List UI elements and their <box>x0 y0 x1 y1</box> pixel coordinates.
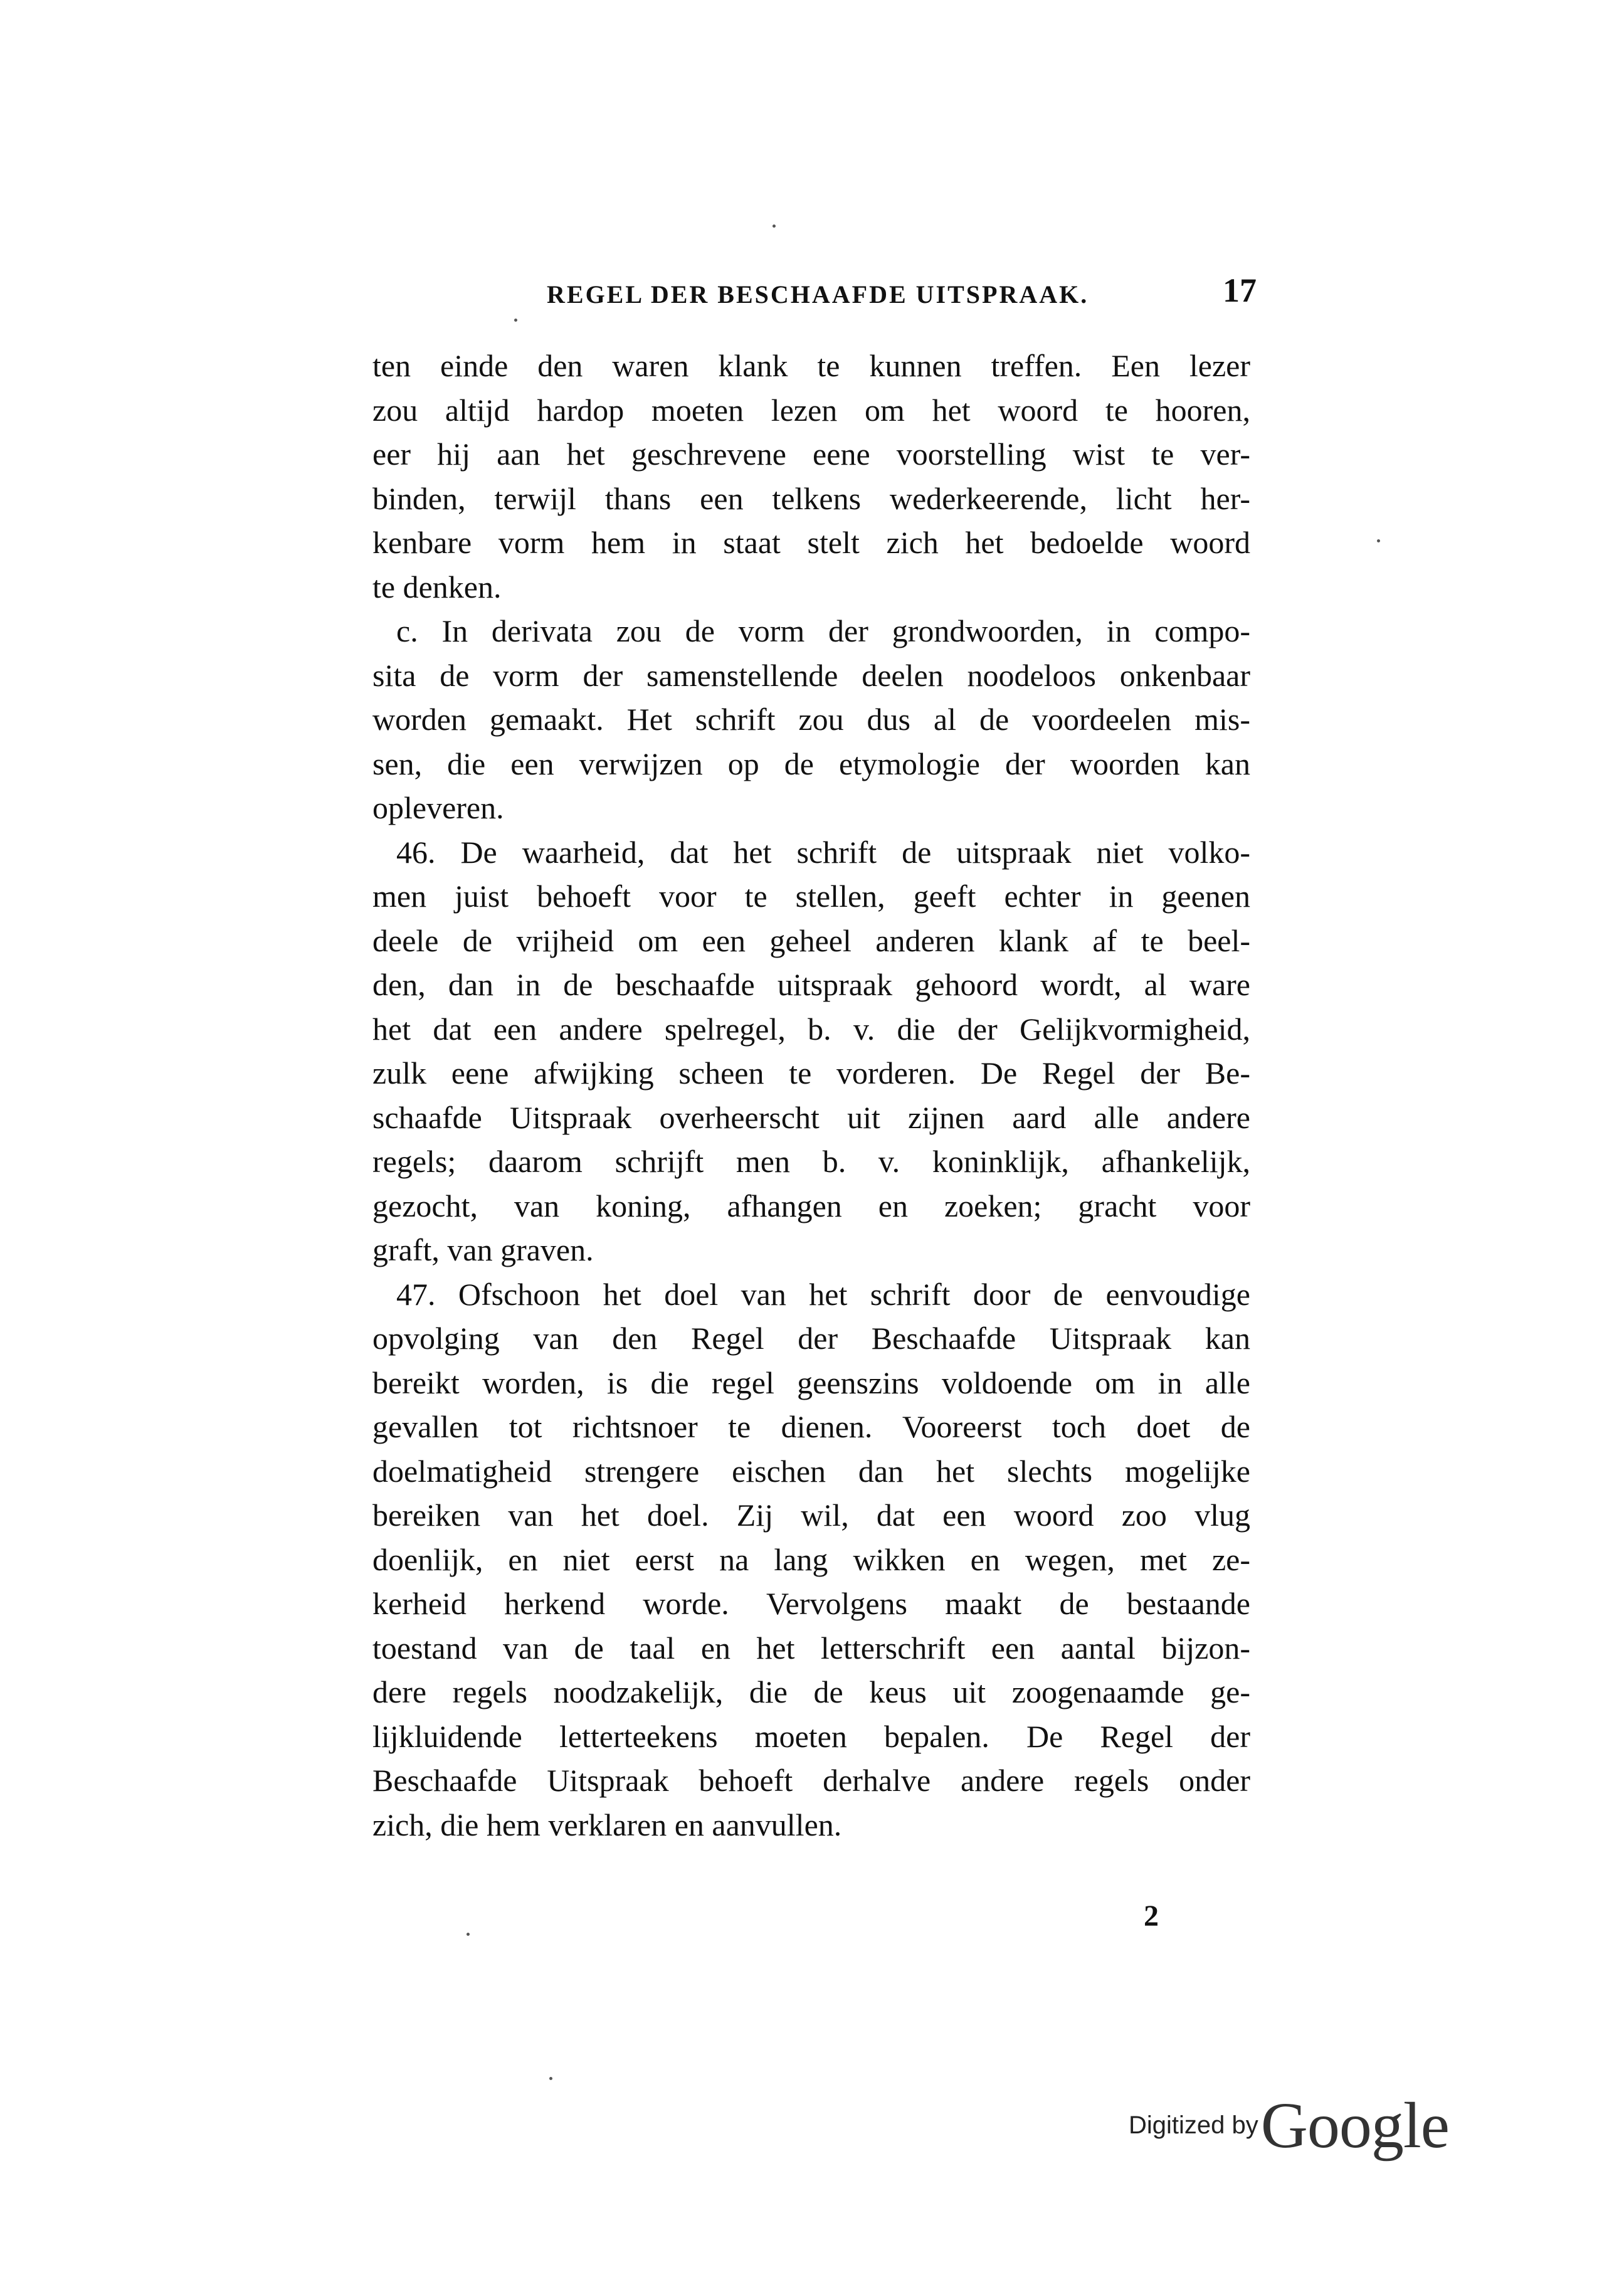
text-line: regels; daarom schrijft men b. v. koninklijk, afhankelijk, <box>372 1144 1250 1179</box>
scan-speck <box>549 2077 552 2080</box>
scan-speck <box>467 1933 470 1936</box>
running-title: REGEL DER BESCHAAFDE UITSPRAAK. <box>547 280 1089 309</box>
text-line: gevallen tot richtsnoer te dienen. Vooreerst toch doet de <box>372 1409 1250 1444</box>
text-line: gezocht, van koning, afhangen en zoeken; gracht voor <box>372 1188 1250 1223</box>
text-line: kerheid herkend worde. Vervolgens maakt de bestaande <box>372 1586 1250 1621</box>
text-line: sita de vorm der samenstellende deelen noodeloos onkenbaar <box>372 657 1250 693</box>
scan-speck <box>772 224 776 228</box>
text-line: deele de vrijheid om een geheel anderen klank af te beel- <box>372 922 1250 958</box>
google-logo: Google <box>1260 2089 1449 2162</box>
text-line: ten einde den waren klank te kunnen treffen. Een lezer <box>372 348 1250 383</box>
text-line: zou altijd hardop moeten lezen om het woord te hooren, <box>372 392 1250 428</box>
body-text <box>372 344 1250 1847</box>
text-line: c. In derivata zou de vorm der grondwoorden, in compo- <box>396 613 1250 648</box>
text-line: kenbare vorm hem in staat stelt zich het bedoelde woord <box>372 525 1250 560</box>
text-line: binden, terwijl thans een telkens wederkeerende, licht her- <box>372 480 1250 516</box>
text-line: bereikt worden, is die regel geenszins voldoende om in alle <box>372 1365 1250 1400</box>
text-line: toestand van de taal en het letterschrift een aantal bijzon- <box>372 1630 1250 1666</box>
text-line: doelmatigheid strengere eischen dan het slechts mogelijke <box>372 1453 1250 1489</box>
text-line: Beschaafde Uitspraak behoeft derhalve andere regels onder <box>372 1763 1250 1798</box>
text-line: het dat een andere spelregel, b. v. die der Gelijkvormigheid, <box>372 1011 1250 1047</box>
text-line: 47. Ofschoon het doel van het schrift door de eenvoudige <box>396 1276 1250 1312</box>
scan-speck <box>514 319 517 322</box>
text-line: schaafde Uitspraak overheerscht uit zijnen aard alle andere <box>372 1099 1250 1135</box>
text-line: den, dan in de beschaafde uitspraak gehoord wordt, al ware <box>372 967 1250 1002</box>
page-number: 17 <box>1223 272 1257 309</box>
text-line: opleveren. <box>372 790 504 825</box>
text-line: men juist behoeft voor te stellen, geeft echter in geenen <box>372 879 1250 914</box>
text-line: bereiken van het doel. Zij wil, dat een woord zoo vlug <box>372 1497 1250 1533</box>
text-line: 46. De waarheid, dat het schrift de uitspraak niet volko- <box>396 834 1250 870</box>
text-line: worden gemaakt. Het schrift zou dus al de voordeelen mis- <box>372 702 1250 737</box>
digitized-by-google-watermark <box>1129 2088 1449 2162</box>
text-line: lijkluidende letterteekens moeten bepalen. De Regel der <box>372 1718 1250 1754</box>
watermark-prefix: Digitized by <box>1129 2111 1258 2139</box>
text-line: opvolging van den Regel der Beschaafde Uitspraak kan <box>372 1321 1250 1356</box>
text-line: dere regels noodzakelijk, die de keus uit zoogenaamde ge- <box>372 1674 1250 1709</box>
text-line: zich, die hem verklaren en aanvullen. <box>372 1807 842 1842</box>
text-line: doenlijk, en niet eerst na lang wikken en wegen, met ze- <box>372 1541 1250 1577</box>
running-header <box>372 271 1257 315</box>
text-line: graft, van graven. <box>372 1232 594 1267</box>
scan-speck <box>1377 539 1380 542</box>
signature-mark: 2 <box>1144 1899 1159 1933</box>
text-line: eer hij aan het geschrevene eene voorstelling wist te ver- <box>372 436 1250 472</box>
text-line: sen, die een verwijzen op de etymologie der woorden kan <box>372 746 1250 781</box>
text-line: zulk eene afwijking scheen te vorderen. De Regel der Be- <box>372 1055 1250 1091</box>
text-line: te denken. <box>372 569 502 605</box>
